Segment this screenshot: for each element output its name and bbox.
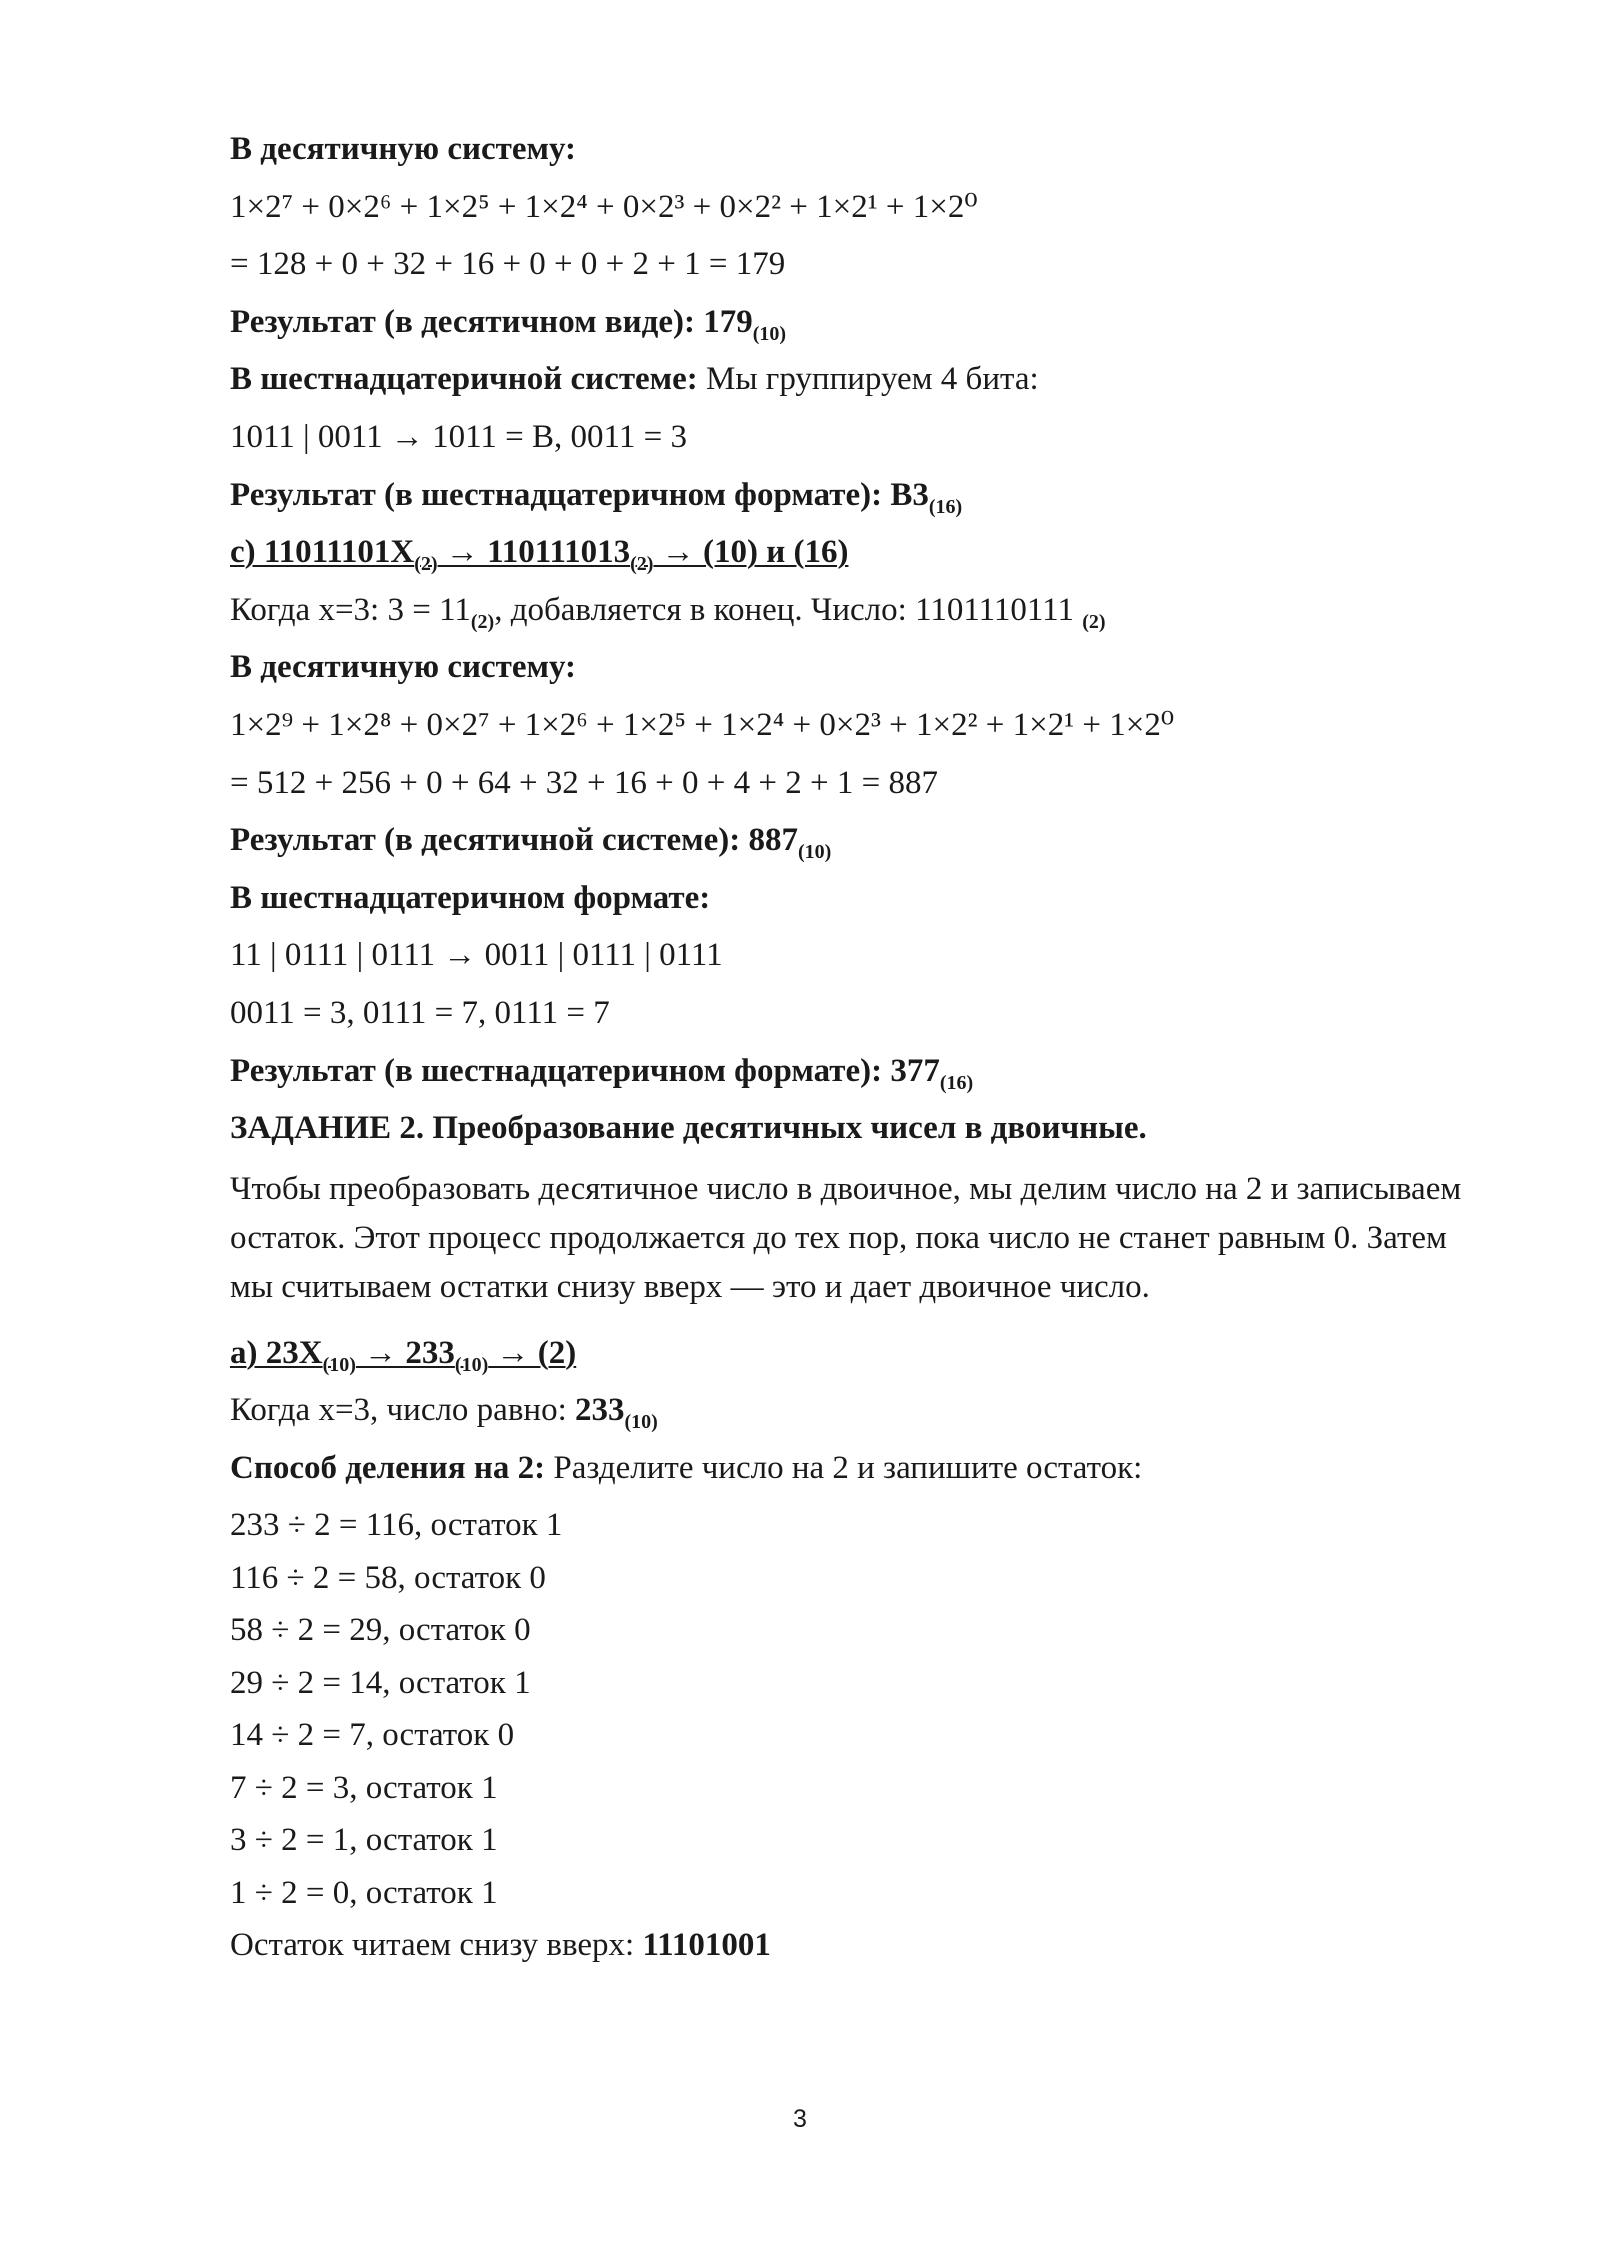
hex-groups: 1011 | 0011 → 1011 = B, 0011 = 3 [230,418,687,455]
division-step: 233 ÷ 2 = 116, остаток 1 [230,1507,563,1544]
result-hex: Результат (в шестнадцатеричном формате): $B3_{(16)}$ [230,476,963,518]
division-step: 14 ÷ 2 = 7, остаток 0 [230,1717,515,1754]
result-decimal: Результат (в десятичном виде): $179_{(10)}$ [230,303,787,345]
sum-line-2: = 512 + 256 + 0 + 64 + 32 + 16 + 0 + 4 + 2 + 1 = 887 [230,764,938,801]
division-method: Способ деления на 2: Разделите число на 2 и запишите остаток: [230,1449,1143,1486]
expansion-line-2: 1×2⁹ + 1×2⁸ + 0×2⁷ + 1×2⁶ + 1×2⁵ + 1×2⁴ + 0×2³ + 1×2² + 1×2¹ + 1×2⁰ [230,706,1175,743]
result-decimal-2: Результат (в десятичной системе): $887_{(10)}$ [230,822,832,864]
heading-hex-2: В шестнадцатеричном формате: [230,879,711,916]
heading-to-decimal: В десятичную систему: [230,131,577,167]
page-number: 3 [793,2105,807,2133]
document-page [230,128,1470,1982]
subtask-c-condition: Когда x=3: $3 = 11_{(2)}$, добавляется в конец. Число: 1101110111 $_{(2)}$ [230,591,1106,633]
sum-line: = 128 + 0 + 32 + 16 + 0 + 0 + 2 + 1 = 179 [230,246,786,283]
task-2-heading: ЗАДАНИЕ 2. Преобразование десятичных чисел в двоичные. [230,1110,1147,1147]
division-steps [230,1504,1470,1915]
result-hex-2: Результат (в шестнадцатеричном формате): $377_{(16)}$ [230,1052,974,1094]
division-step: 7 ÷ 2 = 3, остаток 1 [230,1769,498,1806]
division-step: 3 ÷ 2 = 1, остаток 1 [230,1822,498,1859]
task-2-description: Чтобы преобразовать десятичное число в двоичное, мы делим число на 2 и записываем остаток. Этот процесс продолжается до тех пор, пока число не станет равным 0. Затем мы считываем остатки снизу вверх — это и дает двоичное число. [230,1170,1462,1305]
division-step: 29 ÷ 2 = 14, остаток 1 [230,1664,531,1701]
division-step: 58 ÷ 2 = 29, остаток 0 [230,1612,531,1649]
hex-groups-2: 11 | 0111 | 0111 → 0011 | 0111 | 0111 [230,937,723,974]
subtask-a-heading: а) $23X_{(10)} \to 233_{(10)} \to (2)$ [230,1334,577,1376]
hex-grouping-line: В шестнадцатеричной системе: Мы группируем 4 бита: [230,361,1039,398]
heading-to-decimal-2: В десятичную систему: [230,649,577,686]
binary-result: Остаток читаем снизу вверх: 11101001 [230,1927,771,1964]
division-step: 1 ÷ 2 = 0, остаток 1 [230,1874,498,1911]
subtask-c-heading: c) $11011101X_{(2)} \to 110111013_{(2)} \to (10)$ и (16) [230,534,849,576]
division-step: 116 ÷ 2 = 58, остаток 0 [230,1559,546,1596]
expansion-line: 1×2⁷ + 0×2⁶ + 1×2⁵ + 1×2⁴ + 0×2³ + 0×2² + 1×2¹ + 1×2⁰ [230,188,978,225]
subtask-a-condition: Когда x=3, число равно: $233_{(10)}$ [230,1392,658,1434]
hex-digits-2: 0011 = 3, 0111 = 7, 0111 = 7 [230,994,610,1031]
